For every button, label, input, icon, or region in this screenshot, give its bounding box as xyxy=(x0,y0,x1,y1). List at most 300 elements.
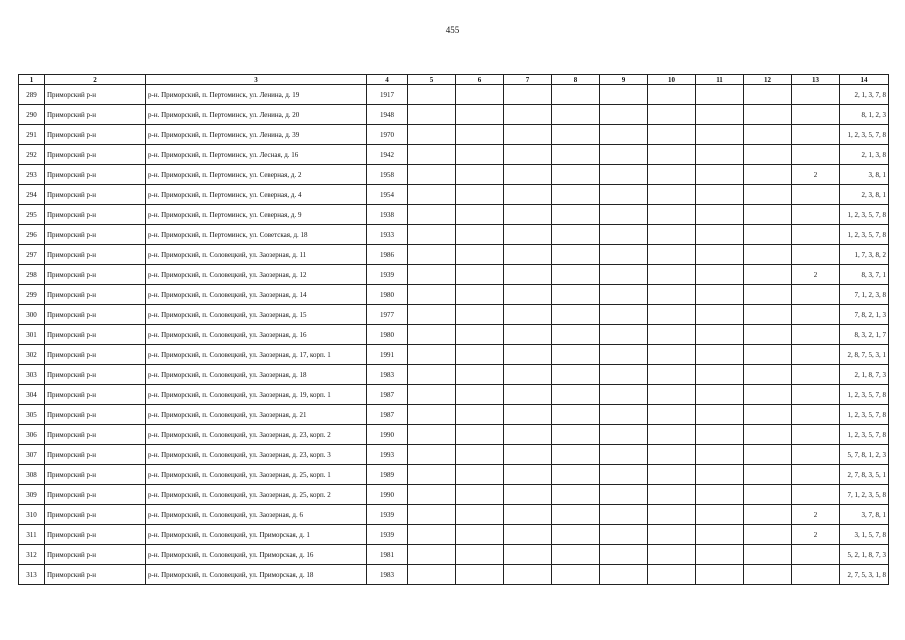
address-cell: р-н. Приморский, п. Соловецкий, ул. Приморская, д. 16 xyxy=(146,545,367,565)
cell-col-12 xyxy=(744,505,792,525)
cell-col-7 xyxy=(504,505,552,525)
cell-col-9 xyxy=(600,545,648,565)
address-cell: р-н. Приморский, п. Соловецкий, ул. Заозерная, д. 11 xyxy=(146,245,367,265)
table-row xyxy=(19,325,889,345)
cell-col-10 xyxy=(648,565,696,585)
cell-col-14: 1, 2, 3, 5, 7, 8 xyxy=(840,225,889,245)
cell-col-13 xyxy=(792,105,840,125)
cell-col-11 xyxy=(696,105,744,125)
row-number: 293 xyxy=(19,165,45,185)
cell-col-5 xyxy=(408,285,456,305)
year-cell: 1977 xyxy=(367,305,408,325)
cell-col-11 xyxy=(696,485,744,505)
cell-col-14: 8, 3, 7, 1 xyxy=(840,265,889,285)
cell-col-5 xyxy=(408,365,456,385)
cell-col-12 xyxy=(744,225,792,245)
district-cell: Приморский р-н xyxy=(45,145,146,165)
district-cell: Приморский р-н xyxy=(45,305,146,325)
cell-col-10 xyxy=(648,145,696,165)
cell-col-8 xyxy=(552,325,600,345)
cell-col-6 xyxy=(456,305,504,325)
address-cell: р-н. Приморский, п. Соловецкий, ул. Заозерная, д. 23, корп. 3 xyxy=(146,445,367,465)
row-number: 308 xyxy=(19,465,45,485)
cell-col-14: 2, 1, 8, 7, 3 xyxy=(840,365,889,385)
cell-col-14: 8, 1, 2, 3 xyxy=(840,105,889,125)
row-number: 303 xyxy=(19,365,45,385)
page-number: 455 xyxy=(445,25,460,35)
cell-col-5 xyxy=(408,245,456,265)
cell-col-13: 2 xyxy=(792,165,840,185)
column-header-12: 12 xyxy=(744,75,792,85)
year-cell: 1990 xyxy=(367,485,408,505)
cell-col-14: 1, 2, 3, 5, 7, 8 xyxy=(840,385,889,405)
cell-col-6 xyxy=(456,85,504,105)
cell-col-14: 2, 3, 8, 1 xyxy=(840,185,889,205)
table-row xyxy=(19,165,889,185)
cell-col-13 xyxy=(792,125,840,145)
row-number: 291 xyxy=(19,125,45,145)
cell-col-5 xyxy=(408,425,456,445)
cell-col-12 xyxy=(744,525,792,545)
cell-col-12 xyxy=(744,125,792,145)
table-row xyxy=(19,505,889,525)
cell-col-11 xyxy=(696,545,744,565)
address-cell: р-н. Приморский, п. Пертоминск, ул. Ленина, д. 19 xyxy=(146,85,367,105)
row-number: 298 xyxy=(19,265,45,285)
cell-col-6 xyxy=(456,205,504,225)
cell-col-13 xyxy=(792,205,840,225)
cell-col-10 xyxy=(648,205,696,225)
row-number: 301 xyxy=(19,325,45,345)
cell-col-9 xyxy=(600,85,648,105)
district-cell: Приморский р-н xyxy=(45,505,146,525)
year-cell: 1989 xyxy=(367,465,408,485)
cell-col-8 xyxy=(552,305,600,325)
cell-col-6 xyxy=(456,485,504,505)
cell-col-5 xyxy=(408,405,456,425)
year-cell: 1939 xyxy=(367,525,408,545)
cell-col-9 xyxy=(600,205,648,225)
cell-col-11 xyxy=(696,465,744,485)
cell-col-10 xyxy=(648,345,696,365)
cell-col-7 xyxy=(504,145,552,165)
cell-col-10 xyxy=(648,405,696,425)
cell-col-7 xyxy=(504,465,552,485)
table-row xyxy=(19,385,889,405)
row-number: 294 xyxy=(19,185,45,205)
cell-col-7 xyxy=(504,245,552,265)
district-cell: Приморский р-н xyxy=(45,525,146,545)
year-cell: 1980 xyxy=(367,325,408,345)
column-header-5: 5 xyxy=(408,75,456,85)
cell-col-6 xyxy=(456,565,504,585)
cell-col-10 xyxy=(648,465,696,485)
cell-col-5 xyxy=(408,325,456,345)
year-cell: 1970 xyxy=(367,125,408,145)
cell-col-8 xyxy=(552,145,600,165)
year-cell: 1981 xyxy=(367,545,408,565)
district-cell: Приморский р-н xyxy=(45,185,146,205)
cell-col-10 xyxy=(648,365,696,385)
cell-col-14: 3, 8, 1 xyxy=(840,165,889,185)
table-body xyxy=(19,85,889,585)
cell-col-8 xyxy=(552,565,600,585)
cell-col-6 xyxy=(456,505,504,525)
cell-col-5 xyxy=(408,545,456,565)
cell-col-14: 2, 8, 7, 5, 3, 1 xyxy=(840,345,889,365)
year-cell: 1987 xyxy=(367,405,408,425)
cell-col-14: 3, 7, 8, 1 xyxy=(840,505,889,525)
column-header-14: 14 xyxy=(840,75,889,85)
cell-col-6 xyxy=(456,425,504,445)
cell-col-14: 7, 8, 2, 1, 3 xyxy=(840,305,889,325)
cell-col-10 xyxy=(648,525,696,545)
year-cell: 1917 xyxy=(367,85,408,105)
address-cell: р-н. Приморский, п. Соловецкий, ул. Заозерная, д. 18 xyxy=(146,365,367,385)
cell-col-14: 1, 2, 3, 5, 7, 8 xyxy=(840,405,889,425)
cell-col-8 xyxy=(552,345,600,365)
table-row xyxy=(19,205,889,225)
year-cell: 1991 xyxy=(367,345,408,365)
address-cell: р-н. Приморский, п. Соловецкий, ул. Заозерная, д. 14 xyxy=(146,285,367,305)
cell-col-11 xyxy=(696,525,744,545)
address-cell: р-н. Приморский, п. Соловецкий, ул. Заозерная, д. 12 xyxy=(146,265,367,285)
cell-col-11 xyxy=(696,165,744,185)
cell-col-8 xyxy=(552,485,600,505)
cell-col-8 xyxy=(552,525,600,545)
table-row xyxy=(19,125,889,145)
cell-col-14: 5, 2, 1, 8, 7, 3 xyxy=(840,545,889,565)
cell-col-10 xyxy=(648,485,696,505)
cell-col-7 xyxy=(504,265,552,285)
cell-col-6 xyxy=(456,125,504,145)
address-cell: р-н. Приморский, п. Пертоминск, ул. Советская, д. 18 xyxy=(146,225,367,245)
cell-col-6 xyxy=(456,245,504,265)
address-cell: р-н. Приморский, п. Соловецкий, ул. Приморская, д. 18 xyxy=(146,565,367,585)
district-cell: Приморский р-н xyxy=(45,345,146,365)
year-cell: 1987 xyxy=(367,385,408,405)
cell-col-11 xyxy=(696,325,744,345)
cell-col-12 xyxy=(744,245,792,265)
table-row xyxy=(19,245,889,265)
table-row xyxy=(19,405,889,425)
address-cell: р-н. Приморский, п. Пертоминск, ул. Северная, д. 9 xyxy=(146,205,367,225)
cell-col-8 xyxy=(552,125,600,145)
cell-col-7 xyxy=(504,405,552,425)
cell-col-8 xyxy=(552,465,600,485)
cell-col-13: 2 xyxy=(792,505,840,525)
row-number: 304 xyxy=(19,385,45,405)
column-header-11: 11 xyxy=(696,75,744,85)
cell-col-12 xyxy=(744,385,792,405)
cell-col-8 xyxy=(552,505,600,525)
address-cell: р-н. Приморский, п. Пертоминск, ул. Ленина, д. 39 xyxy=(146,125,367,145)
cell-col-10 xyxy=(648,505,696,525)
cell-col-11 xyxy=(696,505,744,525)
district-cell: Приморский р-н xyxy=(45,545,146,565)
address-cell: р-н. Приморский, п. Пертоминск, ул. Северная, д. 2 xyxy=(146,165,367,185)
cell-col-14: 2, 1, 3, 8 xyxy=(840,145,889,165)
year-cell: 1942 xyxy=(367,145,408,165)
cell-col-6 xyxy=(456,465,504,485)
column-header-8: 8 xyxy=(552,75,600,85)
cell-col-8 xyxy=(552,285,600,305)
cell-col-14: 1, 2, 3, 5, 7, 8 xyxy=(840,205,889,225)
cell-col-11 xyxy=(696,245,744,265)
table-row xyxy=(19,525,889,545)
header-row xyxy=(19,75,889,85)
cell-col-13 xyxy=(792,485,840,505)
cell-col-11 xyxy=(696,365,744,385)
cell-col-14: 3, 1, 5, 7, 8 xyxy=(840,525,889,545)
cell-col-12 xyxy=(744,485,792,505)
cell-col-9 xyxy=(600,285,648,305)
year-cell: 1933 xyxy=(367,225,408,245)
address-cell: р-н. Приморский, п. Пертоминск, ул. Лесная, д. 16 xyxy=(146,145,367,165)
row-number: 297 xyxy=(19,245,45,265)
cell-col-11 xyxy=(696,85,744,105)
cell-col-9 xyxy=(600,185,648,205)
district-cell: Приморский р-н xyxy=(45,385,146,405)
cell-col-9 xyxy=(600,265,648,285)
cell-col-5 xyxy=(408,465,456,485)
row-number: 312 xyxy=(19,545,45,565)
cell-col-8 xyxy=(552,245,600,265)
row-number: 299 xyxy=(19,285,45,305)
cell-col-9 xyxy=(600,525,648,545)
cell-col-6 xyxy=(456,225,504,245)
cell-col-5 xyxy=(408,185,456,205)
cell-col-11 xyxy=(696,405,744,425)
table-row xyxy=(19,305,889,325)
cell-col-7 xyxy=(504,125,552,145)
cell-col-8 xyxy=(552,165,600,185)
cell-col-12 xyxy=(744,265,792,285)
cell-col-7 xyxy=(504,165,552,185)
cell-col-5 xyxy=(408,145,456,165)
cell-col-10 xyxy=(648,305,696,325)
cell-col-10 xyxy=(648,425,696,445)
table-row xyxy=(19,565,889,585)
row-number: 289 xyxy=(19,85,45,105)
cell-col-10 xyxy=(648,125,696,145)
district-cell: Приморский р-н xyxy=(45,225,146,245)
cell-col-7 xyxy=(504,325,552,345)
cell-col-10 xyxy=(648,385,696,405)
address-cell: р-н. Приморский, п. Соловецкий, ул. Заозерная, д. 25, корп. 1 xyxy=(146,465,367,485)
row-number: 310 xyxy=(19,505,45,525)
table-row xyxy=(19,185,889,205)
address-cell: р-н. Приморский, п. Соловецкий, ул. Заозерная, д. 23, корп. 2 xyxy=(146,425,367,445)
cell-col-9 xyxy=(600,565,648,585)
cell-col-12 xyxy=(744,105,792,125)
year-cell: 1983 xyxy=(367,365,408,385)
cell-col-6 xyxy=(456,345,504,365)
cell-col-12 xyxy=(744,325,792,345)
row-number: 305 xyxy=(19,405,45,425)
cell-col-8 xyxy=(552,445,600,465)
cell-col-10 xyxy=(648,105,696,125)
row-number: 307 xyxy=(19,445,45,465)
cell-col-7 xyxy=(504,225,552,245)
cell-col-13 xyxy=(792,365,840,385)
cell-col-11 xyxy=(696,265,744,285)
cell-col-13 xyxy=(792,185,840,205)
cell-col-5 xyxy=(408,485,456,505)
cell-col-5 xyxy=(408,505,456,525)
cell-col-6 xyxy=(456,105,504,125)
address-cell: р-н. Приморский, п. Соловецкий, ул. Заозерная, д. 25, корп. 2 xyxy=(146,485,367,505)
district-cell: Приморский р-н xyxy=(45,425,146,445)
cell-col-13: 2 xyxy=(792,525,840,545)
year-cell: 1990 xyxy=(367,425,408,445)
cell-col-12 xyxy=(744,425,792,445)
cell-col-11 xyxy=(696,225,744,245)
table-row xyxy=(19,265,889,285)
cell-col-7 xyxy=(504,445,552,465)
cell-col-9 xyxy=(600,485,648,505)
column-header-13: 13 xyxy=(792,75,840,85)
row-number: 313 xyxy=(19,565,45,585)
cell-col-9 xyxy=(600,345,648,365)
cell-col-8 xyxy=(552,185,600,205)
table-row xyxy=(19,465,889,485)
cell-col-10 xyxy=(648,325,696,345)
cell-col-13 xyxy=(792,285,840,305)
year-cell: 1939 xyxy=(367,265,408,285)
column-header-10: 10 xyxy=(648,75,696,85)
year-cell: 1980 xyxy=(367,285,408,305)
district-cell: Приморский р-н xyxy=(45,285,146,305)
cell-col-11 xyxy=(696,385,744,405)
district-cell: Приморский р-н xyxy=(45,325,146,345)
cell-col-6 xyxy=(456,525,504,545)
cell-col-14: 1, 7, 3, 8, 2 xyxy=(840,245,889,265)
cell-col-5 xyxy=(408,225,456,245)
year-cell: 1983 xyxy=(367,565,408,585)
cell-col-6 xyxy=(456,385,504,405)
cell-col-14: 2, 7, 8, 3, 5, 1 xyxy=(840,465,889,485)
cell-col-6 xyxy=(456,185,504,205)
cell-col-11 xyxy=(696,145,744,165)
column-header-1: 1 xyxy=(19,75,45,85)
cell-col-13 xyxy=(792,145,840,165)
district-cell: Приморский р-н xyxy=(45,205,146,225)
cell-col-7 xyxy=(504,285,552,305)
cell-col-7 xyxy=(504,365,552,385)
cell-col-5 xyxy=(408,105,456,125)
district-cell: Приморский р-н xyxy=(45,485,146,505)
column-header-7: 7 xyxy=(504,75,552,85)
cell-col-13 xyxy=(792,85,840,105)
cell-col-9 xyxy=(600,125,648,145)
cell-col-10 xyxy=(648,225,696,245)
district-cell: Приморский р-н xyxy=(45,365,146,385)
cell-col-9 xyxy=(600,305,648,325)
cell-col-9 xyxy=(600,405,648,425)
cell-col-13 xyxy=(792,425,840,445)
cell-col-14: 7, 1, 2, 3, 5, 8 xyxy=(840,485,889,505)
cell-col-7 xyxy=(504,545,552,565)
district-cell: Приморский р-н xyxy=(45,265,146,285)
cell-col-12 xyxy=(744,185,792,205)
cell-col-13 xyxy=(792,305,840,325)
cell-col-12 xyxy=(744,405,792,425)
cell-col-8 xyxy=(552,205,600,225)
cell-col-12 xyxy=(744,85,792,105)
cell-col-8 xyxy=(552,545,600,565)
table-row xyxy=(19,345,889,365)
cell-col-5 xyxy=(408,265,456,285)
cell-col-12 xyxy=(744,445,792,465)
cell-col-11 xyxy=(696,125,744,145)
cell-col-11 xyxy=(696,285,744,305)
row-number: 296 xyxy=(19,225,45,245)
table-row xyxy=(19,285,889,305)
cell-col-10 xyxy=(648,285,696,305)
cell-col-9 xyxy=(600,245,648,265)
table-row xyxy=(19,485,889,505)
table-row xyxy=(19,225,889,245)
address-cell: р-н. Приморский, п. Соловецкий, ул. Заозерная, д. 6 xyxy=(146,505,367,525)
cell-col-10 xyxy=(648,185,696,205)
table-row xyxy=(19,425,889,445)
cell-col-6 xyxy=(456,325,504,345)
table-row xyxy=(19,105,889,125)
cell-col-13 xyxy=(792,345,840,365)
cell-col-13 xyxy=(792,445,840,465)
cell-col-5 xyxy=(408,85,456,105)
cell-col-11 xyxy=(696,205,744,225)
address-cell: р-н. Приморский, п. Соловецкий, ул. Заозерная, д. 19, корп. 1 xyxy=(146,385,367,405)
cell-col-7 xyxy=(504,85,552,105)
cell-col-14: 2, 1, 3, 7, 8 xyxy=(840,85,889,105)
cell-col-7 xyxy=(504,305,552,325)
cell-col-6 xyxy=(456,265,504,285)
column-header-3: 3 xyxy=(146,75,367,85)
cell-col-11 xyxy=(696,305,744,325)
year-cell: 1986 xyxy=(367,245,408,265)
cell-col-5 xyxy=(408,565,456,585)
cell-col-10 xyxy=(648,545,696,565)
cell-col-8 xyxy=(552,425,600,445)
cell-col-8 xyxy=(552,105,600,125)
cell-col-12 xyxy=(744,165,792,185)
cell-col-5 xyxy=(408,445,456,465)
cell-col-5 xyxy=(408,525,456,545)
year-cell: 1954 xyxy=(367,185,408,205)
cell-col-8 xyxy=(552,225,600,245)
cell-col-12 xyxy=(744,345,792,365)
cell-col-7 xyxy=(504,485,552,505)
table-row xyxy=(19,445,889,465)
district-cell: Приморский р-н xyxy=(45,465,146,485)
cell-col-7 xyxy=(504,105,552,125)
district-cell: Приморский р-н xyxy=(45,565,146,585)
cell-col-10 xyxy=(648,165,696,185)
cell-col-5 xyxy=(408,345,456,365)
row-number: 306 xyxy=(19,425,45,445)
cell-col-6 xyxy=(456,165,504,185)
cell-col-6 xyxy=(456,145,504,165)
cell-col-12 xyxy=(744,145,792,165)
year-cell: 1939 xyxy=(367,505,408,525)
cell-col-6 xyxy=(456,285,504,305)
cell-col-11 xyxy=(696,425,744,445)
cell-col-13 xyxy=(792,405,840,425)
cell-col-6 xyxy=(456,365,504,385)
cell-col-13 xyxy=(792,225,840,245)
